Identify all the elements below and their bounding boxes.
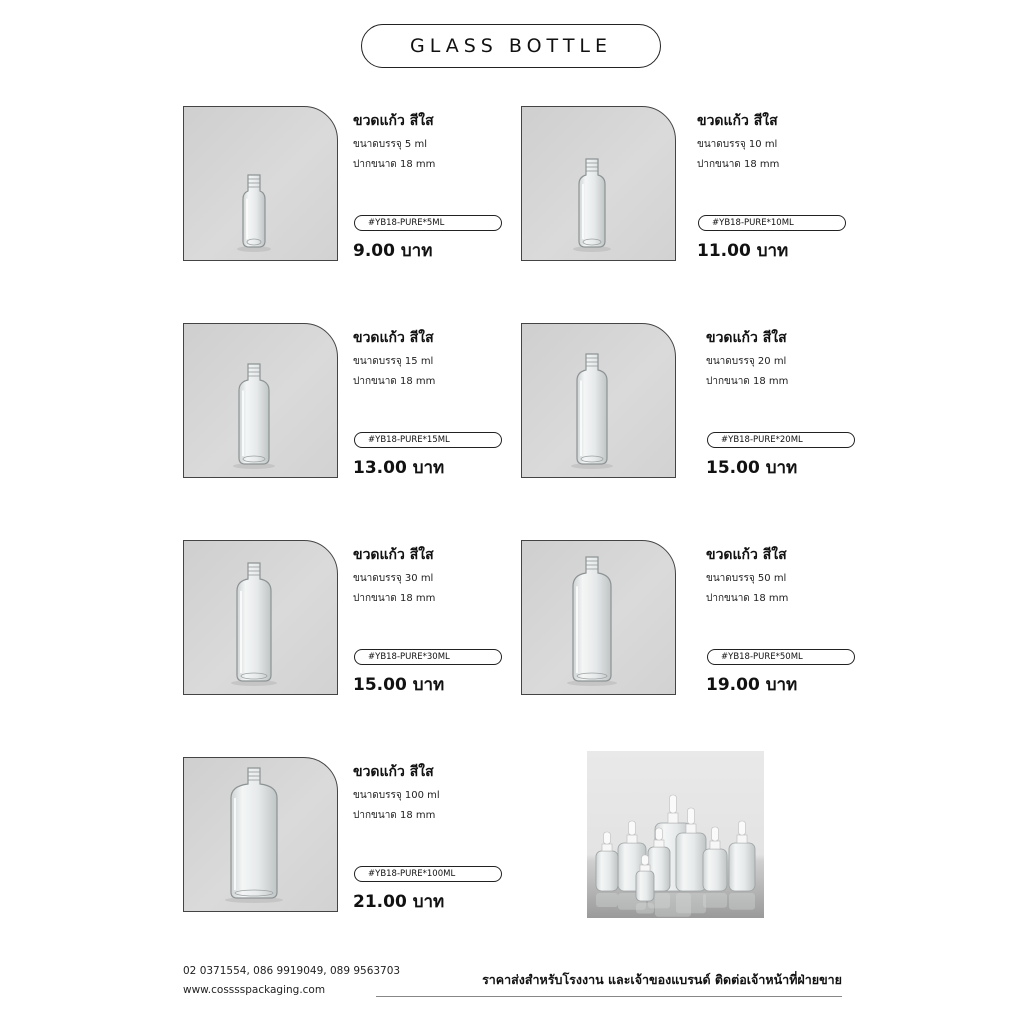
product-price: 15.00 บาท [353, 675, 445, 695]
product-name: ขวดแก้ว สีใส [706, 330, 787, 346]
bottle-photo [183, 323, 338, 478]
product-neck-size: ปากขนาด 18 mm [706, 593, 789, 604]
product-capacity: ขนาดบรรจุ 20 ml [706, 356, 787, 367]
product-neck-size: ปากขนาด 18 mm [353, 159, 436, 170]
product-info [706, 323, 788, 387]
product-price: 21.00 บาท [353, 892, 445, 912]
product-card [183, 323, 543, 483]
bottle-photo [183, 106, 338, 261]
product-info [353, 540, 435, 604]
bottle-drawing [522, 107, 676, 261]
product-capacity: ขนาดบรรจุ 5 ml [353, 139, 427, 150]
contact-phones: 02 0371554, 086 9919049, 089 9563703 [183, 965, 401, 977]
product-code: #YB18-PURE*10ML [698, 215, 846, 231]
product-code: #YB18-PURE*50ML [707, 649, 855, 665]
product-code: #YB18-PURE*100ML [354, 866, 502, 882]
product-info [706, 540, 788, 604]
product-card [183, 757, 543, 917]
bottle-drawing [522, 541, 676, 695]
product-card [183, 540, 543, 700]
glass-bottle-icon [225, 768, 283, 903]
glass-bottle-icon [573, 159, 611, 252]
glass-bottle-icon [233, 364, 275, 469]
product-capacity: ขนาดบรรจุ 30 ml [353, 573, 434, 584]
product-info [353, 323, 435, 387]
product-capacity: ขนาดบรรจุ 100 ml [353, 790, 440, 801]
product-card [521, 323, 881, 483]
bottle-photo [521, 323, 676, 478]
glass-bottle-icon [571, 354, 613, 469]
dropper-bottle-icon [703, 827, 727, 908]
product-neck-size: ปากขนาด 18 mm [706, 376, 789, 387]
bottle-drawing [184, 107, 338, 261]
product-price: 13.00 บาท [353, 458, 445, 478]
product-card [521, 106, 881, 266]
product-name: ขวดแก้ว สีใส [353, 330, 434, 346]
product-capacity: ขนาดบรรจุ 10 ml [697, 139, 778, 150]
product-name: ขวดแก้ว สีใส [706, 547, 787, 563]
bottle-drawing [522, 324, 676, 478]
dropper-bottle-icon [729, 821, 755, 910]
product-name: ขวดแก้ว สีใส [353, 764, 434, 780]
bottle-drawing [184, 541, 338, 695]
product-name: ขวดแก้ว สีใส [353, 113, 434, 129]
product-neck-size: ปากขนาด 18 mm [353, 376, 436, 387]
bottle-photo [521, 106, 676, 261]
glass-bottle-icon [237, 175, 271, 252]
product-capacity: ขนาดบรรจุ 15 ml [353, 356, 434, 367]
product-capacity: ขนาดบรรจุ 50 ml [706, 573, 787, 584]
product-info [353, 106, 435, 170]
dropper-bottle-icon [596, 832, 618, 907]
product-neck-size: ปากขนาด 18 mm [697, 159, 780, 170]
product-neck-size: ปากขนาด 18 mm [353, 593, 436, 604]
bottle-drawing [184, 324, 338, 478]
product-neck-size: ปากขนาด 18 mm [353, 810, 436, 821]
product-card [183, 106, 543, 266]
product-name: ขวดแก้ว สีใส [697, 113, 778, 129]
product-code: #YB18-PURE*30ML [354, 649, 502, 665]
website-link[interactable]: www.cosssspackaging.com [183, 984, 326, 996]
bottle-drawing [184, 758, 338, 912]
dropper-bottles-group-photo [587, 751, 764, 918]
page-title: GLASS BOTTLE [361, 24, 661, 68]
product-price: 15.00 บาท [706, 458, 798, 478]
product-price: 9.00 บาท [353, 241, 433, 261]
product-code: #YB18-PURE*5ML [354, 215, 502, 231]
product-code: #YB18-PURE*15ML [354, 432, 502, 448]
product-price: 19.00 บาท [706, 675, 798, 695]
bottle-photo [183, 540, 338, 695]
product-name: ขวดแก้ว สีใส [353, 547, 434, 563]
product-price: 11.00 บาท [697, 241, 789, 261]
wholesale-slogan: ราคาส่งสำหรับโรงงาน และเจ้าของแบรนด์ ติดต่อเจ้าหน้าที่ฝ่ายขาย [376, 970, 842, 997]
bottle-photo [183, 757, 338, 912]
bottle-photo [521, 540, 676, 695]
glass-bottle-icon [567, 557, 617, 686]
glass-bottle-icon [231, 563, 277, 686]
product-code: #YB18-PURE*20ML [707, 432, 855, 448]
product-info [697, 106, 779, 170]
product-card [521, 540, 881, 700]
product-info [353, 757, 440, 821]
